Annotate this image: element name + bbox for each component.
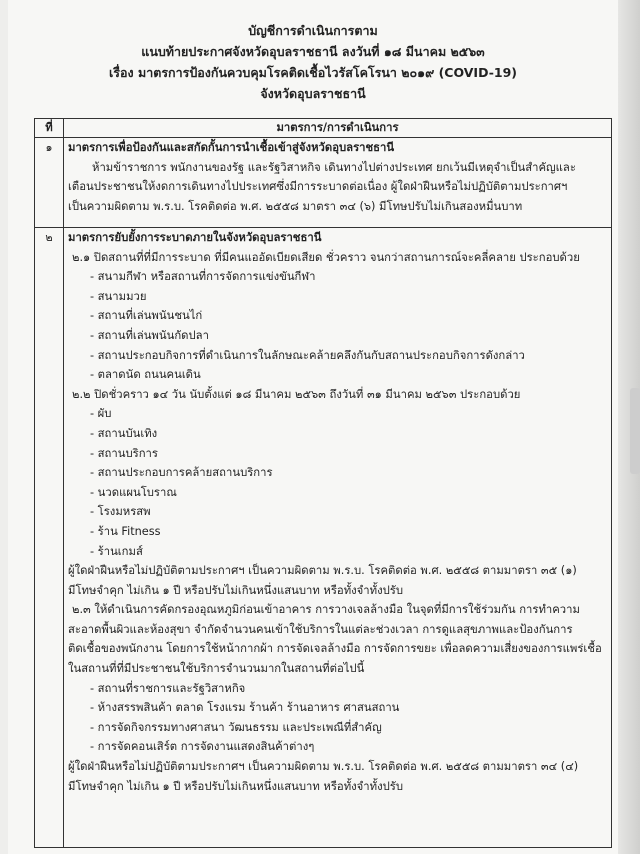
subsection-2-2-text: ๒.๒ ปิดชั่วคราว ๑๔ วัน นับตั้งแต่ ๑๘ มีนาคม ๒๕๖๓ ถึงวันที่ ๓๑ มีนาคม ๒๕๖๓ ประกอบด้วย <box>72 387 521 401</box>
measures-table <box>34 118 612 848</box>
list-item: - โรงมหรสพ <box>90 505 151 519</box>
section-1-number: ๑ <box>35 138 64 228</box>
column-header-no: ที่ <box>35 119 64 138</box>
list-item: - การจัดคอนเสิร์ต การจัดงานแสดงสินค้าต่างๆ <box>90 740 315 754</box>
header-line-3: เรื่อง มาตรการป้องกันควบคุมโรคติดเชื้อไวรัสโคโรนา ๒๐๑๙ (COVID-19) <box>109 65 517 80</box>
list-item: - สนามกีฬา หรือสถานที่การจัดการแข่งขันกีฬา <box>90 270 316 284</box>
document-page <box>8 0 618 854</box>
list-item: - นวดแผนโบราณ <box>90 485 177 499</box>
subsection-2-3-line-3: ติดเชื้อของพนักงาน โดยการใช้หน้ากากผ้า การจัดเจลล้างมือ การจัดการขยะ เพื่อลดความเสี่ยงของการแพร่เชื้อ <box>68 642 602 656</box>
list-item: - สนามมวย <box>90 289 147 303</box>
column-header-measure: มาตรการ/การดำเนินการ <box>64 119 612 138</box>
section-2-content <box>64 228 612 848</box>
list-item: - ตลาดนัด ถนนคนเดิน <box>90 368 201 382</box>
subsection-2-3-line-4: ในสถานที่ที่มีประชาชนใช้บริการจำนวนมากในสถานที่ต่อไปนี้ <box>68 662 365 676</box>
header-line-2: แนบท้ายประกาศจังหวัดอุบลราชธานี ลงวันที่ ๑๘ มีนาคม ๒๕๖๓ <box>141 44 485 59</box>
list-item: - สถานประกอบการคล้ายสถานบริการ <box>90 466 273 480</box>
section-1-content <box>64 138 612 228</box>
table-header-row <box>35 119 612 138</box>
subsection-2-2-penalty-line-1: ผู้ใดฝ่าฝืนหรือไม่ปฏิบัติตามประกาศฯ เป็นความผิดตาม พ.ร.บ. โรคติดต่อ พ.ศ. ๒๕๕๘ ตามมาตรา ๓๕ (๑) <box>68 564 577 578</box>
section-1-line-3: เป็นความผิดตาม พ.ร.บ. โรคติดต่อ พ.ศ. ๒๕๕๘ มาตรา ๓๔ (๖) มีโทษปรับไม่เกินสองหมื่นบาท <box>68 199 523 213</box>
list-item: - ร้านเกมส์ <box>90 544 143 558</box>
list-item: - สถานที่ราชการและรัฐวิสาหกิจ <box>90 681 246 695</box>
header-line-4: จังหวัดอุบลราชธานี <box>260 86 366 101</box>
section-1-line-2: เตือนประชาชนให้งดการเดินทางไปประเทศซึ่งมีการระบาดต่อเนื่อง ผู้ใดฝ่าฝืนหรือไม่ปฏิบัติตามประกาศฯ <box>68 180 568 194</box>
document-header <box>8 20 618 104</box>
list-item: - ผับ <box>90 407 112 421</box>
list-item: - สถานบันเทิง <box>90 426 158 440</box>
list-item: - สถานที่เล่นพนันชนไก่ <box>90 309 203 323</box>
table-row-section-2 <box>35 228 612 848</box>
subsection-2-2-penalty-line-2: มีโทษจำคุก ไม่เกิน ๑ ปี หรือปรับไม่เกินหนึ่งแสนบาท หรือทั้งจำทั้งปรับ <box>68 583 404 597</box>
list-item: - สถานบริการ <box>90 446 158 460</box>
subsection-2-3-line-1: ๒.๓ ให้ดำเนินการคัดกรองอุณหภูมิก่อนเข้าอาคาร การวางเจลล้างมือ ในจุดที่มีการใช้ร่วมกัน การทำความ <box>72 603 580 617</box>
subsection-2-3-penalty-line-1: ผู้ใดฝ่าฝืนหรือไม่ปฏิบัติตามประกาศฯ เป็นความผิดตาม พ.ร.บ. โรคติดต่อ พ.ศ. ๒๕๕๘ ตามมาตรา ๓๔ (๔) <box>68 760 579 774</box>
table-row-section-1 <box>35 138 612 228</box>
section-1-line-1: ห้ามข้าราชการ พนักงานของรัฐ และรัฐวิสาหกิจ เดินทางไปต่างประเทศ ยกเว้นมีเหตุจำเป็นสำคัญและ <box>92 160 576 174</box>
header-line-1: บัญชีการดำเนินการตาม <box>248 23 378 38</box>
subsection-2-3-penalty-line-2: มีโทษจำคุก ไม่เกิน ๑ ปี หรือปรับไม่เกินหนึ่งแสนบาท หรือทั้งจำทั้งปรับ <box>68 779 404 793</box>
list-item: - การจัดกิจกรรมทางศาสนา วัฒนธรรม และประเพณีที่สำคัญ <box>90 720 382 734</box>
list-item: - ห้างสรรพสินค้า ตลาด โรงแรม ร้านค้า ร้านอาหาร ศาสนสถาน <box>90 701 400 715</box>
subsection-2-3-line-2: สะอาดพื้นผิวและห้องสุขา จำกัดจำนวนคนเข้าใช้บริการในแต่ละช่วงเวลา การดูแลสุขภาพและป้องกันการ <box>68 622 573 636</box>
list-item: - สถานประกอบกิจการที่ดำเนินการในลักษณะคล้ายคลึงกันกับสถานประกอบกิจการดังกล่าว <box>90 348 525 362</box>
list-item: - ร้าน Fitness <box>90 524 161 538</box>
scrollbar-handle[interactable] <box>630 388 640 474</box>
section-2-number: ๒ <box>35 228 64 848</box>
subsection-2-1-text: ๒.๑ ปิดสถานที่ที่มีการระบาด ที่มีคนแออัดเบียดเสียด ชั่วคราว จนกว่าสถานการณ์จะคลี่คลาย ประกอบด้วย <box>72 250 580 264</box>
list-item: - สถานที่เล่นพนันกัดปลา <box>90 328 209 342</box>
section-1-title: มาตรการเพื่อป้องกันและสกัดกั้นการนำเชื้อเข้าสู่จังหวัดอุบลราชธานี <box>68 141 395 154</box>
section-2-title: มาตรการยับยั้งการระบาดภายในจังหวัดอุบลราชธานี <box>68 231 322 244</box>
